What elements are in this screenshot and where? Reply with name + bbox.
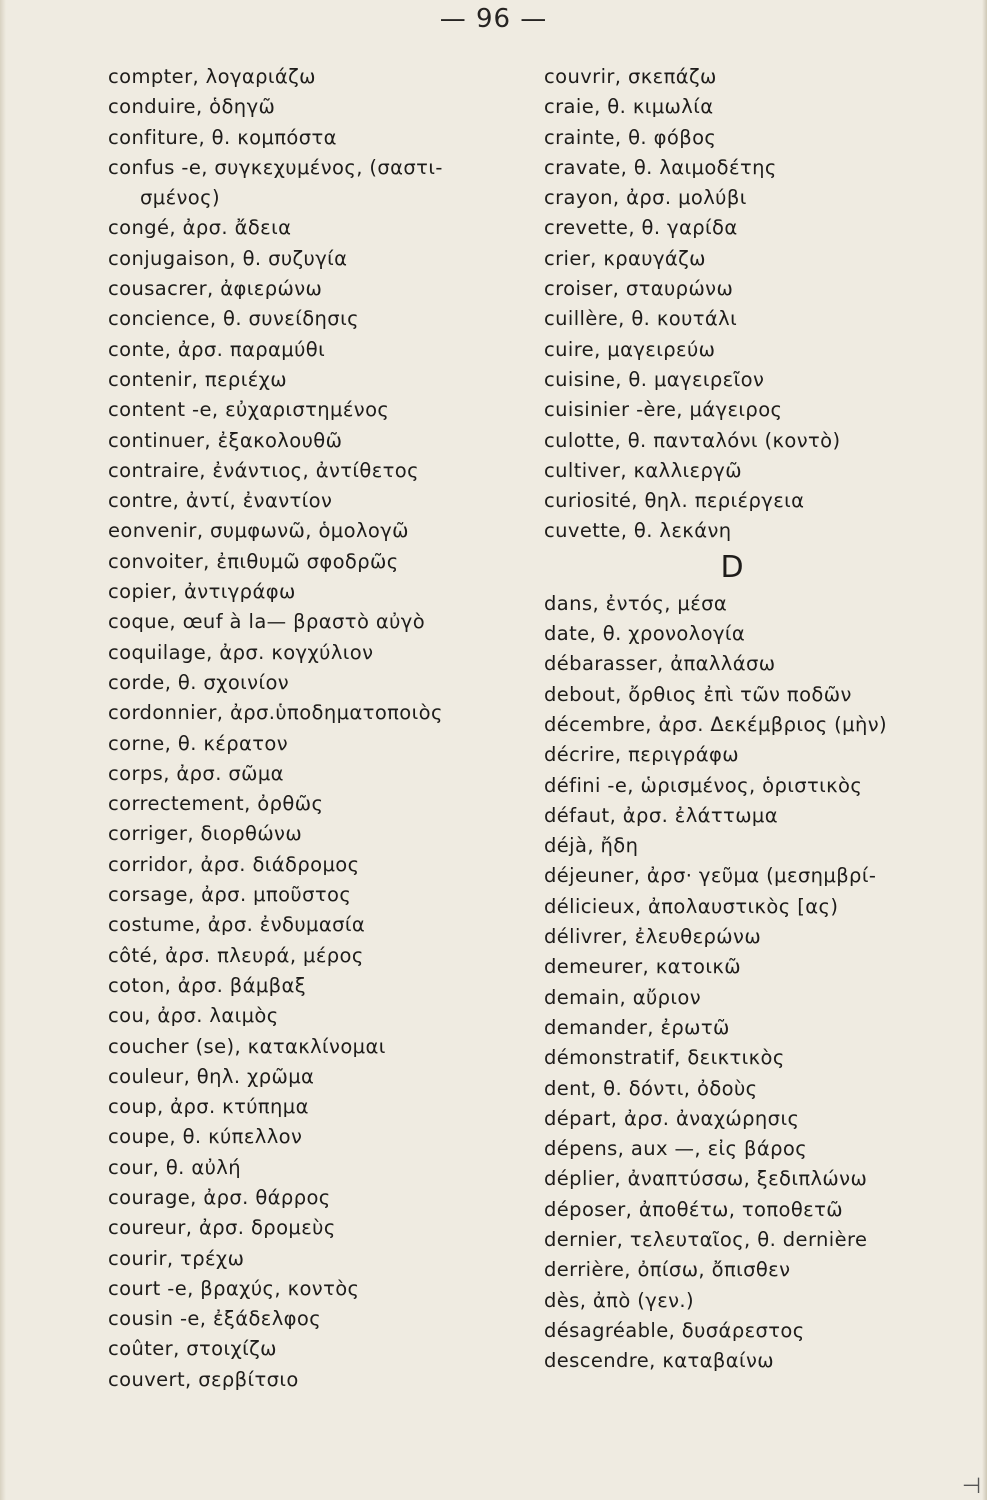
dictionary-entry: demander, ἐρωτῶ: [544, 1015, 730, 1039]
letter-heading-d: D: [720, 549, 744, 585]
dictionary-entry: corriger, διορθώνω: [108, 822, 303, 846]
dictionary-entry: derrière, ὀπίσω, ὄπισθεν: [544, 1258, 791, 1282]
dictionary-entry: demain, αὔριον: [544, 985, 702, 1009]
dictionary-entry: conjugaison, θ. συζυγία: [108, 246, 348, 270]
right-column: [544, 62, 944, 1376]
dictionary-entry: cuvette, θ. λεκάνη: [544, 519, 732, 543]
dictionary-entry: conduire, ὁδηγῶ: [108, 95, 276, 119]
dictionary-entry: couvert, σερβίτσιο: [108, 1367, 299, 1391]
dictionary-entry: crayon, ἀρσ. μολύβι: [544, 186, 747, 210]
dictionary-entry: décrire, περιγράφω: [544, 743, 739, 767]
dictionary-entry: dès, ἀπὸ (γεν.): [544, 1288, 695, 1312]
dictionary-entry: cour, θ. αὐλή: [108, 1155, 241, 1179]
dictionary-entry: déjà, ἤδη: [544, 834, 639, 858]
dictionary-entry: départ, ἀρσ. ἀναχώρησις: [544, 1106, 800, 1130]
dictionary-entry: culotte, θ. πανταλόνι (κοντὸ): [544, 428, 841, 452]
dictionary-entry: congé, ἀρσ. ἄδεια: [108, 216, 292, 240]
dictionary-entry: craie, θ. κιμωλία: [544, 95, 714, 119]
dictionary-entry: eonvenir, συμφωνῶ, ὁμολογῶ: [108, 519, 409, 543]
dictionary-entry: compter, λογαριάζω: [108, 65, 316, 88]
dictionary-entry: convoiter, ἐπιθυμῶ σφοδρῶς: [108, 549, 399, 573]
dictionary-entry: demeurer, κατοικῶ: [544, 955, 741, 979]
dictionary-entry: contre, ἀντί, ἐναντίον: [108, 489, 333, 513]
dictionary-entry: content -e, εὐχαριστημένος: [108, 398, 390, 422]
dictionary-entry: concience, θ. συνείδησις: [108, 307, 359, 331]
dictionary-entry: contenir, περιέχω: [108, 367, 288, 391]
page-number: — 96 —: [439, 4, 548, 34]
dictionary-entry: corsage, ἀρσ. μποῦστος: [108, 883, 352, 907]
dictionary-entry: corne, θ. κέρατον: [108, 731, 289, 755]
dictionary-entry: coquilage, ἀρσ. κογχύλιον: [108, 640, 374, 664]
dictionary-entry: crier, κραυγάζω: [544, 246, 706, 270]
dictionary-entry: cuillère, θ. κουτάλι: [544, 307, 738, 331]
dictionary-entry: décembre, ἀρσ. Δεκέμβριος (μὴν): [544, 712, 888, 736]
dictionary-entry: coup, ἀρσ. κτύπημα: [108, 1095, 309, 1119]
dictionary-entry: cultiver, καλλιεργῶ: [544, 458, 742, 482]
dictionary-entry: démonstratif, δεικτικὸς: [544, 1046, 785, 1070]
dictionary-entry: débarasser, ἀπαλλάσω: [544, 652, 776, 676]
dictionary-entry: cordonnier, ἀρσ.ὑποδηματοποιὸς: [108, 701, 443, 725]
dictionary-entry: corde, θ. σχοινίον: [108, 670, 290, 694]
dictionary-entry: confiture, θ. κομπόστα: [108, 125, 337, 149]
dictionary-entry: délicieux, ἀπολαυστικὸς [ας): [544, 894, 839, 918]
dictionary-entry: dépens, aux —, εἰς βάρος: [544, 1137, 808, 1161]
dictionary-entry: côté, ἀρσ. πλευρά, μέρος: [108, 943, 364, 967]
dictionary-entry: dernier, τελευταῖος, θ. dernière: [544, 1227, 868, 1251]
dictionary-entry: court -e, βραχύς, κοντὸς: [108, 1276, 360, 1300]
dictionary-entry: coupe, θ. κύπελλον: [108, 1125, 303, 1149]
dictionary-entry: dans, ἐντός, μέσα: [544, 591, 728, 615]
dictionary-entry: descendre, καταβαίνω: [544, 1349, 775, 1373]
dictionary-entry: copier, ἀντιγράφω: [108, 580, 296, 604]
dictionary-entry: continuer, ἐξακολουθῶ: [108, 428, 343, 452]
dictionary-entry: courir, τρέχω: [108, 1246, 245, 1270]
dictionary-entry: coucher (se), κατακλίνομαι: [108, 1034, 386, 1058]
dictionary-entry: conte, ἀρσ. παραμύθι: [108, 337, 326, 361]
left-column: [108, 62, 508, 1395]
dictionary-entry: cuisinier -ère, μάγειρος: [544, 398, 783, 422]
page-edge-right: [982, 0, 987, 1500]
dictionary-entry: curiosité, θηλ. περιέργεια: [544, 489, 805, 513]
dictionary-entry: confus -e, συγκεχυμένος, (σαστι-: [108, 155, 443, 179]
dictionary-entry: costume, ἀρσ. ἐνδυμασία: [108, 913, 366, 937]
dictionary-entry: cuire, μαγειρεύω: [544, 337, 716, 361]
dictionary-entry: couvrir, σκεπάζω: [544, 65, 717, 88]
dictionary-entry: cou, ἀρσ. λαιμὸς: [108, 1004, 279, 1028]
dictionary-entry: debout, ὄρθιος ἐπὶ τῶν ποδῶν: [544, 682, 852, 706]
dictionary-entry: croiser, σταυρώνω: [544, 277, 734, 301]
dictionary-entry: couleur, θηλ. χρῶμα: [108, 1064, 315, 1088]
dictionary-entry: déplier, ἀναπτύσσω, ξεδιπλώνω: [544, 1167, 868, 1191]
dictionary-entry: coton, ἀρσ. βάμβαξ: [108, 973, 307, 997]
dictionary-entry: défaut, ἀρσ. ἐλάττωμα: [544, 803, 778, 827]
dictionary-entry: date, θ. χρονολογία: [544, 622, 746, 646]
dictionary-entry: crainte, θ. φόβος: [544, 125, 717, 149]
dictionary-entry: σμένος): [140, 186, 220, 210]
dictionary-entry: contraire, ἐνάντιος, ἀντίθετος: [108, 458, 419, 482]
dictionary-entry: cousacrer, ἀφιερώνω: [108, 277, 323, 301]
dictionary-entry: déjeuner, ἀρσ· γεῦμα (μεσημβρί-: [544, 864, 877, 888]
page-edge-left: [0, 0, 6, 1500]
dictionary-entry: corridor, ἀρσ. διάδρομος: [108, 852, 360, 876]
dictionary-entry: coûter, στοιχίζω: [108, 1337, 277, 1361]
dictionary-entry: coque, œuf à la— βραστὸ αὐγὸ: [108, 610, 426, 634]
dictionary-entry: correctement, ὀρθῶς: [108, 792, 324, 816]
dictionary-entry: cousin -e, ἐξάδελφος: [108, 1307, 322, 1331]
dictionary-entry: courage, ἀρσ. θάρρος: [108, 1185, 331, 1209]
dictionary-entry: déposer, ἀποθέτω, τοποθετῶ: [544, 1197, 843, 1221]
dictionary-entry: corps, ἀρσ. σῶμα: [108, 761, 284, 785]
dictionary-entry: cuisine, θ. μαγειρεῖον: [544, 367, 765, 391]
dictionary-entry: désagréable, δυσάρεστος: [544, 1318, 805, 1342]
dictionary-entry: délivrer, ἐλευθερώνω: [544, 925, 762, 949]
dictionary-entry: crevette, θ. γαρίδα: [544, 216, 738, 240]
dictionary-entry: coureur, ἀρσ. δρομεὺς: [108, 1216, 336, 1240]
page-corner-mark: ⊣: [961, 1474, 981, 1499]
dictionary-entry: dent, θ. δόντι, ὀδοὺς: [544, 1076, 758, 1100]
dictionary-entry: cravate, θ. λαιμοδέτης: [544, 155, 777, 179]
dictionary-entry: défini -e, ὡρισμένος, ὁριστικὸς: [544, 773, 863, 797]
